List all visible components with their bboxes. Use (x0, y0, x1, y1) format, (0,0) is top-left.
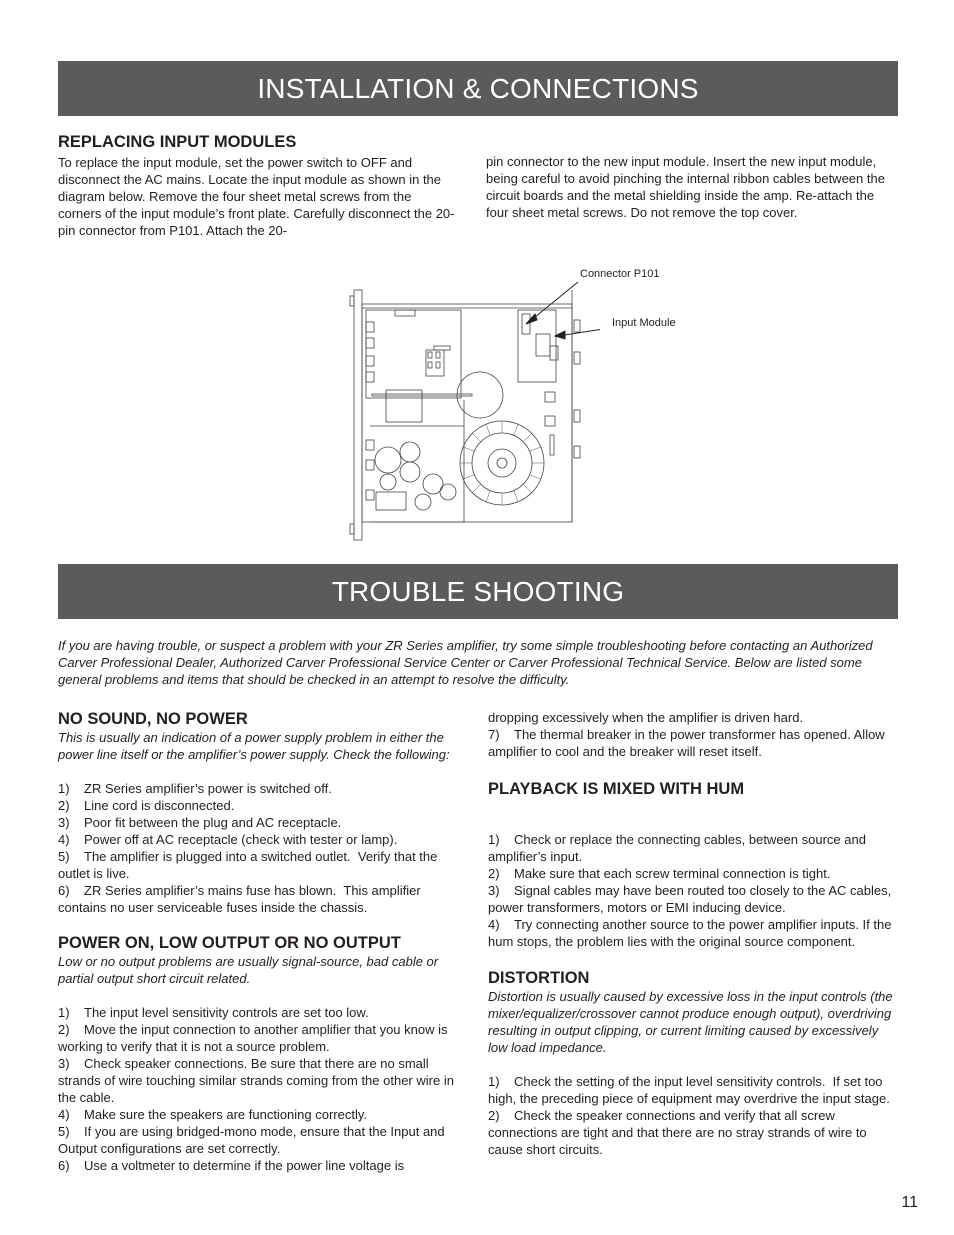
distortion-title: DISTORTION (488, 969, 590, 987)
low-output-continued: dropping excessively when the amplifier is driven hard. (488, 710, 804, 725)
amplifier-diagram (340, 260, 600, 550)
label-connector-p101: Connector P101 (580, 268, 660, 280)
replacing-text-right: pin connector to the new input module. Insert the new input module, being careful to avoid pinching the internal ribbon cables between the circuit boards and the metal shielding inside the amp. Re-attach the four sheet metal screws. Do not remove the top cover. (486, 154, 885, 220)
list-item: 2) Check the speaker connections and verify that all screw connections are tight and that there are no stray strands of wire to cause short circuits. (488, 1108, 871, 1157)
list-item: 4) Make sure the speakers are functioning correctly. (58, 1107, 368, 1122)
distortion-list (488, 1073, 898, 1158)
list-item: 3) Signal cables may have been routed too closely to the AC cables, power transformers, motors or EMI inducing device. (488, 883, 895, 915)
list-item: 1) The input level sensitivity controls are set too low. (58, 1005, 369, 1020)
hum-list (488, 831, 898, 950)
list-item: 5) The amplifier is plugged into a switched outlet. Verify that the outlet is live. (58, 849, 441, 881)
replacing-title: REPLACING INPUT MODULES (58, 133, 297, 151)
trouble-right-column (488, 709, 898, 1158)
replacing-right-column (486, 153, 898, 221)
list-item: 1) Check or replace the connecting cables, between source and amplifier’s input. (488, 832, 870, 864)
no-sound-intro: This is usually an indication of a power supply problem in either the power line itself or the amplifier’s power supply. Check the following: (58, 730, 450, 762)
list-item: 3) Check speaker connections. Be sure that there are no small strands of wire touching similar strands coming from the other wire in the cable. (58, 1056, 458, 1105)
troubleshooting-banner: TROUBLE SHOOTING (58, 564, 898, 619)
list-item: 3) Poor fit between the plug and AC receptacle. (58, 815, 342, 830)
page-number: 11 (901, 1194, 918, 1211)
low-output-title: POWER ON, LOW OUTPUT OR NO OUTPUT (58, 934, 401, 952)
label-input-module: Input Module (612, 317, 676, 329)
list-item: 5) If you are using bridged-mono mode, ensure that the Input and Output configurations are set correctly. (58, 1124, 449, 1156)
list-item: 1) Check the setting of the input level sensitivity controls. If set too high, the preceding piece of equipment may overdrive the input stage. (488, 1074, 890, 1106)
hum-title: PLAYBACK IS MIXED WITH HUM (488, 780, 745, 798)
replacing-left-column (58, 132, 458, 239)
list-item: 2) Line cord is disconnected. (58, 798, 235, 813)
replacing-text-left: To replace the input module, set the power switch to OFF and disconnect the AC mains. Locate the input module as shown in the diagram below. Remove the four sheet metal screws from the corners of the input module’s front plate. Carefully disconnect the 20-pin connector from P101. Attach the 20- (58, 155, 455, 238)
list-item: 6) Use a voltmeter to determine if the power line voltage is (58, 1158, 405, 1173)
list-item: 1) ZR Series amplifier’s power is switched off. (58, 781, 332, 796)
no-sound-list (58, 780, 468, 916)
list-item: 2) Make sure that each screw terminal connection is tight. (488, 866, 831, 881)
low-output-list (58, 1004, 468, 1174)
list-item: 6) ZR Series amplifier’s mains fuse has blown. This amplifier contains no user serviceable fuses inside the chassis. (58, 883, 425, 915)
distortion-intro: Distortion is usually caused by excessive loss in the input controls (the mixer/equalizer/crossover cannot produce enough output), overdriving resulting in output clipping, or current limiting caused by excessively low load impedance. (488, 989, 893, 1055)
low-output-intro: Low or no output problems are usually signal-source, bad cable or partial output short circuit related. (58, 954, 439, 986)
list-item: 4) Power off at AC receptacle (check with tester or lamp). (58, 832, 398, 847)
no-sound-title: NO SOUND, NO POWER (58, 710, 248, 728)
trouble-left-column (58, 709, 468, 1174)
list-item: 2) Move the input connection to another amplifier that you know is working to verify that it is not a source problem. (58, 1022, 452, 1054)
installation-banner: INSTALLATION & CONNECTIONS (58, 61, 898, 116)
troubleshooting-intro: If you are having trouble, or suspect a problem with your ZR Series amplifier, try some simple troubleshooting before contacting an Authorized Carver Professional Dealer, Authorized Carver Professional Service Center or Carver Professional Technical Service. Below are listed some general problems and items that should be checked in an attempt to resolve the difficulty. (58, 638, 873, 687)
list-item: 4) Try connecting another source to the power amplifier inputs. If the hum stops, the problem lies with the original source component. (488, 917, 896, 949)
low-output-item-7: 7) The thermal breaker in the power transformer has opened. Allow amplifier to cool and the breaker will reset itself. (488, 727, 889, 759)
